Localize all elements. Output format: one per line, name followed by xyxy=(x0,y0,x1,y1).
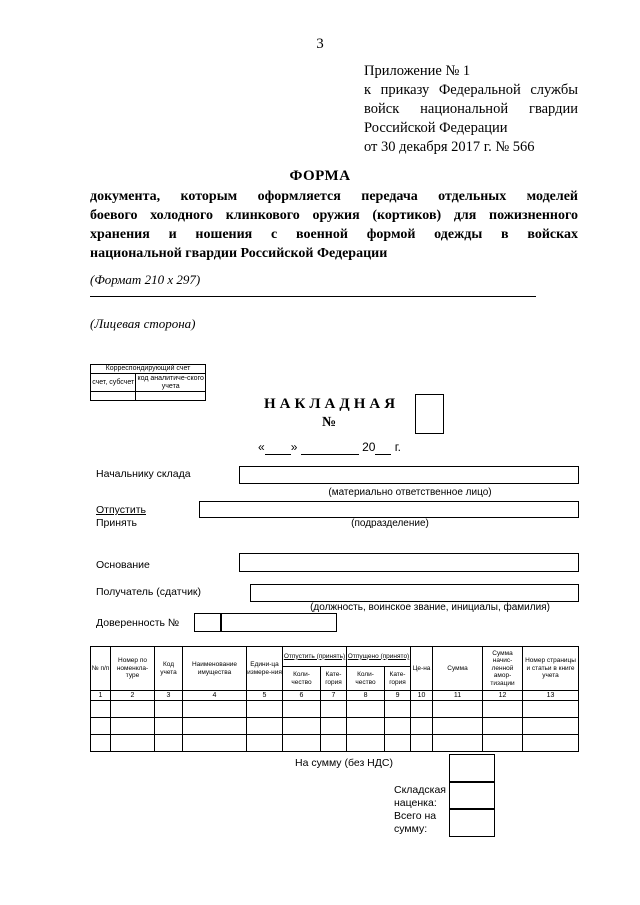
table-cell[interactable] xyxy=(111,718,155,735)
basis-label: Основание xyxy=(96,559,150,571)
appendix-block xyxy=(364,62,578,157)
col-number: 5 xyxy=(247,691,283,701)
release-label: Отпустить xyxy=(96,504,146,516)
corr-cell[interactable] xyxy=(91,392,136,401)
table-cell[interactable] xyxy=(283,735,321,752)
markup-label-line: Складская xyxy=(394,784,446,796)
table-cell[interactable] xyxy=(247,701,283,718)
table-cell[interactable] xyxy=(523,701,579,718)
col-header-qty: Коли-чество xyxy=(283,667,321,691)
divider xyxy=(90,296,536,297)
appendix-line: Российской Федерации xyxy=(364,120,508,136)
power-of-attorney-field[interactable] xyxy=(221,613,337,632)
invoice-number-mark: № xyxy=(322,415,337,430)
warehouse-caption: (материально ответственное лицо) xyxy=(328,487,492,498)
col-header-release-group: Отпустить (принять) xyxy=(283,647,347,667)
col-header-code: Код учета xyxy=(155,647,183,691)
table-cell[interactable] xyxy=(91,718,111,735)
col-number: 6 xyxy=(283,691,321,701)
table-row xyxy=(91,735,579,752)
items-table xyxy=(90,646,579,752)
col-number: 12 xyxy=(483,691,523,701)
appendix-line: к приказу Федеральной службы xyxy=(364,82,578,98)
col-number: 1 xyxy=(91,691,111,701)
col-header-released-group: Отпущено (принято) xyxy=(347,647,411,667)
date-line xyxy=(258,440,401,455)
table-cell[interactable] xyxy=(385,718,411,735)
table-cell[interactable] xyxy=(385,701,411,718)
markup-label-line: наценка: xyxy=(394,797,437,809)
title-line: документа, которым оформляется передача отдельных моделей xyxy=(90,189,578,204)
col-number: 10 xyxy=(411,691,433,701)
format-note: (Формат 210 х 297) xyxy=(90,272,201,287)
table-cell[interactable] xyxy=(433,718,483,735)
invoice-title: НАКЛАДНАЯ xyxy=(264,396,400,412)
corr-account-table xyxy=(90,364,206,401)
table-cell[interactable] xyxy=(155,701,183,718)
col-header-qty: Коли-чество xyxy=(347,667,385,691)
power-of-attorney-label: Доверенность № xyxy=(96,617,180,629)
col-number: 2 xyxy=(111,691,155,701)
date-year-prefix: 20 xyxy=(362,440,376,454)
total-field[interactable] xyxy=(449,808,495,837)
table-cell[interactable] xyxy=(433,701,483,718)
col-header-price: Це-на xyxy=(411,647,433,691)
total-label-line: сумму: xyxy=(394,823,428,835)
col-header-cat: Кате-гория xyxy=(385,667,411,691)
col-header-page: Номер страницы и статьи в книге учета xyxy=(523,647,579,691)
corr-col-account: счет, субсчет xyxy=(91,374,136,392)
invoice-number-box[interactable] xyxy=(415,394,444,434)
col-header-name: Наименование имущества xyxy=(183,647,247,691)
table-cell[interactable] xyxy=(247,735,283,752)
date-year-field[interactable] xyxy=(375,440,391,455)
col-header-nomenclature: Номер по номенкла-туре xyxy=(111,647,155,691)
date-day-field[interactable] xyxy=(265,440,291,455)
table-cell[interactable] xyxy=(321,718,347,735)
sum-no-vat-field[interactable] xyxy=(449,754,495,783)
table-cell[interactable] xyxy=(523,718,579,735)
table-cell[interactable] xyxy=(347,735,385,752)
total-label-line: Всего на xyxy=(394,810,437,822)
recipient-label: Получатель (сдатчик) xyxy=(96,586,202,598)
page-number: 3 xyxy=(316,36,324,52)
corr-col-analytic: код аналитиче-ского учета xyxy=(137,374,204,390)
recipient-caption: (должность, воинское звание, инициалы, фамилия) xyxy=(310,602,550,613)
table-cell[interactable] xyxy=(247,718,283,735)
appendix-line: от 30 декабря 2017 г. № 566 xyxy=(364,139,535,155)
table-cell[interactable] xyxy=(433,735,483,752)
table-cell[interactable] xyxy=(111,701,155,718)
table-cell[interactable] xyxy=(91,735,111,752)
table-cell[interactable] xyxy=(183,735,247,752)
table-cell[interactable] xyxy=(155,735,183,752)
warehouse-head-label: Начальнику склада xyxy=(96,468,191,480)
date-month-field[interactable] xyxy=(301,440,359,455)
col-header-unit: Едини-ца измере-ния xyxy=(247,647,283,691)
table-cell[interactable] xyxy=(283,718,321,735)
table-cell[interactable] xyxy=(483,718,523,735)
table-cell[interactable] xyxy=(411,701,433,718)
table-cell[interactable] xyxy=(523,735,579,752)
markup-field[interactable] xyxy=(449,781,495,810)
document-title xyxy=(90,187,578,263)
title-line: национальной гвардии Российской Федерации xyxy=(90,246,388,261)
table-row xyxy=(91,718,579,735)
col-header-num: № п/п xyxy=(91,647,111,691)
col-number: 4 xyxy=(183,691,247,701)
table-cell[interactable] xyxy=(483,735,523,752)
power-of-attorney-number-field[interactable] xyxy=(194,613,221,632)
warehouse-head-field[interactable] xyxy=(239,466,579,484)
form-heading: ФОРМА xyxy=(289,168,351,184)
table-cell[interactable] xyxy=(283,701,321,718)
table-cell[interactable] xyxy=(483,701,523,718)
col-header-cat: Кате-гория xyxy=(321,667,347,691)
title-line: хранения и ношения с военной формой одежды в войсках xyxy=(90,227,578,242)
table-cell[interactable] xyxy=(321,701,347,718)
table-cell[interactable] xyxy=(411,735,433,752)
table-row xyxy=(91,701,579,718)
date-open-quote: « xyxy=(258,440,265,454)
table-cell[interactable] xyxy=(347,718,385,735)
unit-field[interactable] xyxy=(199,501,579,518)
date-close-quote: » xyxy=(290,440,298,454)
table-cell[interactable] xyxy=(155,718,183,735)
col-header-depreciation: Сумма начис-ленной амор-тизации xyxy=(483,647,523,691)
col-number: 8 xyxy=(347,691,385,701)
table-cell[interactable] xyxy=(91,701,111,718)
basis-field[interactable] xyxy=(239,553,579,572)
col-number: 9 xyxy=(385,691,411,701)
table-cell[interactable] xyxy=(111,735,155,752)
col-header-sum: Сумма xyxy=(433,647,483,691)
table-cell[interactable] xyxy=(347,701,385,718)
appendix-line: войск национальной гвардии xyxy=(364,101,578,117)
table-cell[interactable] xyxy=(385,735,411,752)
title-line: боевого холодного клинкового оружия (кортиков) для пожизненного xyxy=(90,208,578,223)
table-cell[interactable] xyxy=(183,718,247,735)
col-number: 13 xyxy=(523,691,579,701)
total-label xyxy=(394,810,436,836)
sum-no-vat-label: На сумму (без НДС) xyxy=(295,757,393,769)
date-year-suffix: г. xyxy=(394,440,402,454)
table-cell[interactable] xyxy=(411,718,433,735)
col-number: 11 xyxy=(433,691,483,701)
table-cell[interactable] xyxy=(183,701,247,718)
unit-caption: (подразделение) xyxy=(351,518,429,529)
col-number: 7 xyxy=(321,691,347,701)
appendix-line: Приложение № 1 xyxy=(364,63,471,79)
table-cell[interactable] xyxy=(321,735,347,752)
markup-label xyxy=(394,784,446,810)
accept-label: Принять xyxy=(96,517,138,529)
corr-header: Корреспондирующий счет xyxy=(91,365,206,374)
side-note: (Лицевая сторона) xyxy=(90,316,196,331)
corr-cell[interactable] xyxy=(136,392,206,401)
recipient-field[interactable] xyxy=(250,584,579,602)
col-number: 3 xyxy=(155,691,183,701)
